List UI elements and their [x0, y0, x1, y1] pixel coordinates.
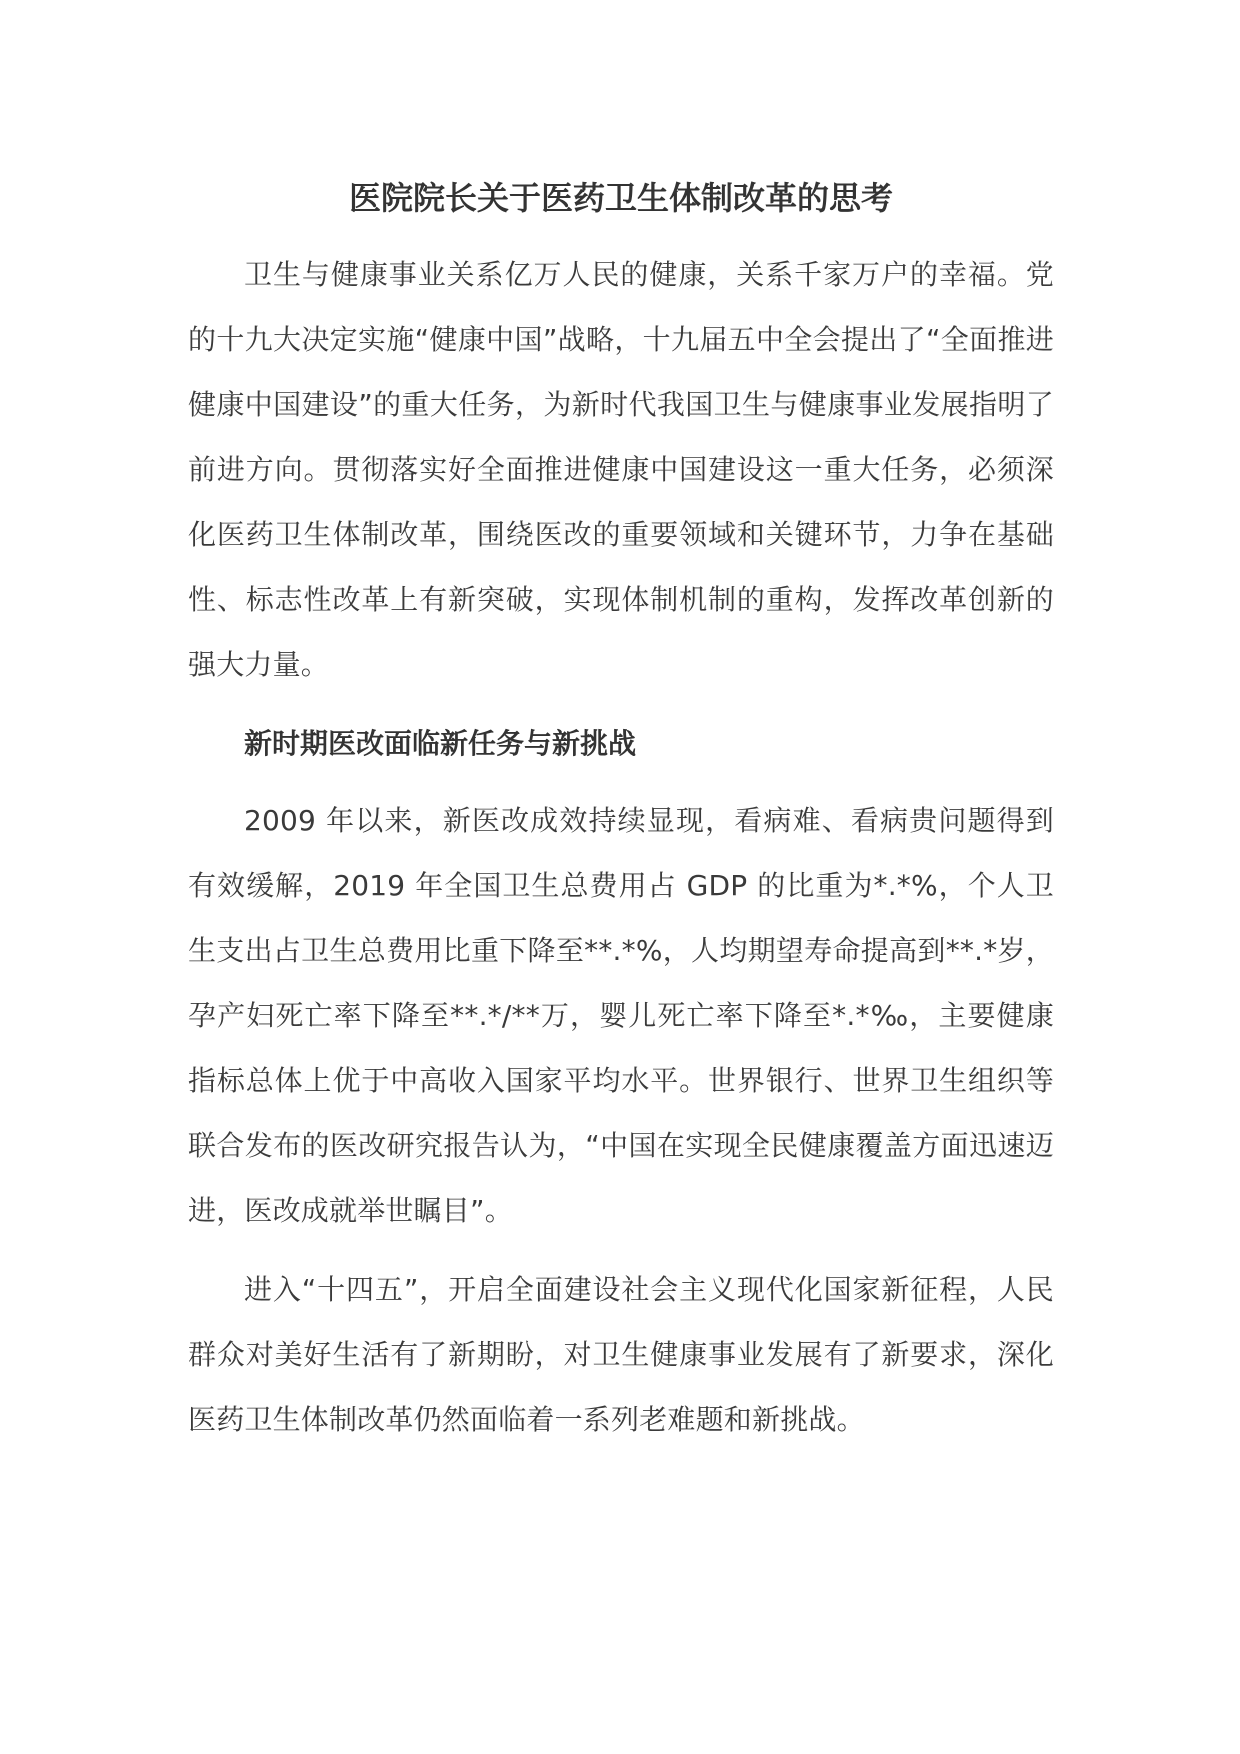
- section-heading: 新时期医改面临新任务与新挑战: [244, 727, 637, 760]
- document-body: [188, 168, 1054, 1466]
- document-title: 医院院长关于医药卫生体制改革的思考: [348, 179, 893, 217]
- paragraph-intro: 卫生与健康事业关系亿万人民的健康，关系千家万户的幸福。党的十九大决定实施“健康中国”战略，十九届五中全会提出了“全面推进健康中国建设”的重大任务，为新时代我国卫生与健康事业发展指明了前进方向。贯彻落实好全面推进健康中国建设这一重大任务，必须深化医药卫生体制改革，围绕医改的重要领域和关键环节，力争在基础性、标志性改革上有新突破，实现体制机制的重构，发挥改革创新的强大力量。: [188, 258, 1054, 681]
- paragraph-challenges: 进入“十四五”，开启全面建设社会主义现代化国家新征程，人民群众对美好生活有了新期盼，对卫生健康事业发展有了新要求，深化医药卫生体制改革仍然面临着一系列老难题和新挑战。: [188, 1273, 1054, 1436]
- paragraph-achievements: 2009 年以来，新医改成效持续显现，看病难、看病贵问题得到有效缓解，2019 年全国卫生总费用占 GDP 的比重为*.*%，个人卫生支出占卫生总费用比重下降至**.*%，人均期望寿命提高到**.*岁，孕产妇死亡率下降至**.*/**万，婴儿死亡率下降至*.*‰，主要健康指标总体上优于中高收入国家平均水平。世界银行、世界卫生组织等联合发布的医改研究报告认为，“中国在实现全民健康覆盖方面迅速迈进，医改成就举世瞩目”。: [188, 804, 1054, 1227]
